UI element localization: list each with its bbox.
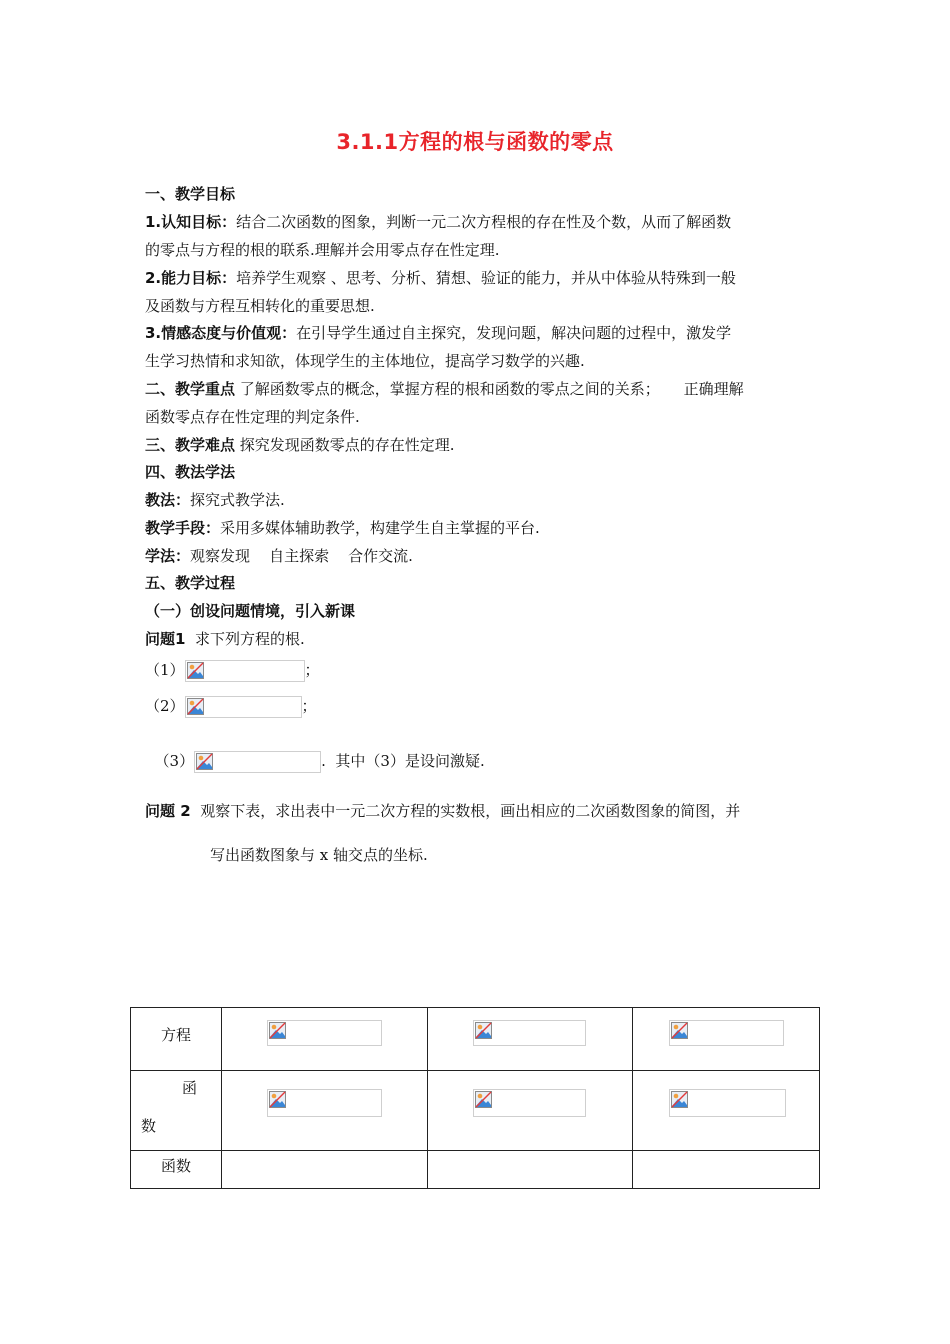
equation-image bbox=[267, 1020, 382, 1046]
table-cell bbox=[428, 1151, 633, 1189]
equation-image bbox=[185, 660, 305, 682]
table-row bbox=[131, 1151, 820, 1189]
row-label-function bbox=[131, 1071, 222, 1151]
question-2-label: 问题 2 bbox=[145, 802, 191, 820]
item-number: （3） bbox=[154, 752, 195, 770]
means-label: 教学手段： bbox=[145, 519, 221, 537]
goal-2-line-2: 及函数与方程互相转化的重要思想. bbox=[145, 297, 375, 315]
table-cell bbox=[633, 1151, 820, 1189]
difficulty-heading: 三、教学难点 bbox=[145, 436, 236, 454]
goal-3-label: 3.情感态度与价值观： bbox=[145, 324, 297, 342]
equation-image bbox=[194, 751, 321, 773]
question-2-text-1: 观察下表，求出表中一元二次方程的实数根，画出相应的二次函数图象的简图，并 bbox=[190, 802, 741, 820]
difficulty-text: 探究发现函数零点的存在性定理. bbox=[235, 436, 455, 454]
page-title: 3.1.1方程的根与函数的零点 bbox=[336, 130, 614, 154]
broken-image-icon bbox=[671, 1091, 688, 1108]
method-line bbox=[145, 490, 285, 510]
broken-image-icon bbox=[196, 753, 213, 770]
row-label-function-2: 函数 bbox=[131, 1151, 222, 1189]
means-line bbox=[145, 518, 540, 538]
table-cell bbox=[428, 1071, 633, 1151]
item-suffix: ； bbox=[301, 697, 317, 715]
question-1-item bbox=[145, 731, 485, 773]
method-text: 探究式教学法. bbox=[190, 491, 285, 509]
equation-image bbox=[669, 1020, 784, 1046]
broken-image-icon bbox=[475, 1091, 492, 1108]
key-points-line-2: 函数零点存在性定理的判定条件. bbox=[145, 408, 360, 426]
item-suffix: ； bbox=[304, 661, 320, 679]
key-points-line-1 bbox=[145, 379, 744, 399]
table-cell bbox=[222, 1008, 428, 1071]
broken-image-icon bbox=[187, 662, 204, 679]
table-row bbox=[131, 1071, 820, 1151]
goal-1-line-1 bbox=[145, 212, 731, 232]
key-points-text-1: 了解函数零点的概念，掌握方程的根和函数的零点之间的关系； 正确理解 bbox=[235, 380, 744, 398]
table-cell bbox=[222, 1071, 428, 1151]
function-image bbox=[473, 1089, 586, 1117]
question-1-line bbox=[145, 629, 305, 649]
goal-1-text-1: 结合二次函数的图象，判断一元二次方程根的存在性及个数，从而了解函数 bbox=[236, 213, 732, 231]
section-heading-goals: 一、教学目标 bbox=[145, 185, 236, 203]
row-label-char: 数 bbox=[141, 1117, 157, 1135]
goal-1-label: 1.认知目标： bbox=[145, 213, 237, 231]
section-heading-methods: 四、教法学法 bbox=[145, 463, 236, 481]
goal-3-line-2: 生学习热情和求知欲，体现学生的主体地位，提高学习数学的兴趣. bbox=[145, 352, 585, 370]
table-cell bbox=[222, 1151, 428, 1189]
means-text: 采用多媒体辅助教学，构建学生自主掌握的平台. bbox=[220, 519, 540, 537]
study-text: 观察发现 自主探索 合作交流. bbox=[190, 547, 413, 565]
question-2-line-1 bbox=[145, 801, 740, 821]
question-1-item bbox=[145, 660, 320, 682]
goal-2-line-1 bbox=[145, 268, 736, 288]
goal-2-text-1: 培养学生观察 、思考、分析、猜想、验证的能力，并从中体验从特殊到一般 bbox=[236, 269, 736, 287]
table-cell bbox=[428, 1008, 633, 1071]
study-label: 学法： bbox=[145, 547, 191, 565]
question-1-label: 问题1 bbox=[145, 630, 186, 648]
key-points-heading: 二、教学重点 bbox=[145, 380, 236, 398]
study-line bbox=[145, 546, 413, 566]
method-label: 教法： bbox=[145, 491, 191, 509]
item-number: （2） bbox=[145, 697, 185, 715]
row-label-equation: 方程 bbox=[131, 1008, 222, 1071]
goal-3-line-1 bbox=[145, 323, 731, 343]
table-cell bbox=[633, 1071, 820, 1151]
goal-1-line-2: 的零点与方程的根的联系.理解并会用零点存在性定理. bbox=[145, 241, 500, 259]
broken-image-icon bbox=[269, 1091, 286, 1108]
question-1-text: 求下列方程的根. bbox=[185, 630, 305, 648]
function-image bbox=[267, 1089, 382, 1117]
broken-image-icon bbox=[475, 1022, 492, 1039]
section-heading-process: 五、教学过程 bbox=[145, 574, 236, 592]
goal-3-text-1: 在引导学生通过自主探究，发现问题，解决问题的过程中，激发学 bbox=[296, 324, 732, 342]
table-row bbox=[131, 1008, 820, 1071]
equation-function-table bbox=[130, 1007, 820, 1189]
difficulty-line bbox=[145, 435, 455, 455]
broken-image-icon bbox=[269, 1022, 286, 1039]
row-label-char: 函 bbox=[182, 1079, 198, 1097]
equation-image bbox=[473, 1020, 586, 1046]
table-cell bbox=[633, 1008, 820, 1071]
question-1-item bbox=[145, 696, 317, 718]
subsection-heading-1: （一）创设问题情境，引入新课 bbox=[145, 602, 356, 620]
item-number: （1） bbox=[145, 661, 185, 679]
equation-image bbox=[185, 696, 302, 718]
broken-image-icon bbox=[671, 1022, 688, 1039]
question-2-line-2: 写出函数图象与 x 轴交点的坐标. bbox=[210, 846, 428, 864]
broken-image-icon bbox=[187, 698, 204, 715]
goal-2-label: 2.能力目标： bbox=[145, 269, 237, 287]
item-suffix: . 其中（3）是设问激疑. bbox=[321, 752, 485, 770]
function-image bbox=[669, 1089, 786, 1117]
